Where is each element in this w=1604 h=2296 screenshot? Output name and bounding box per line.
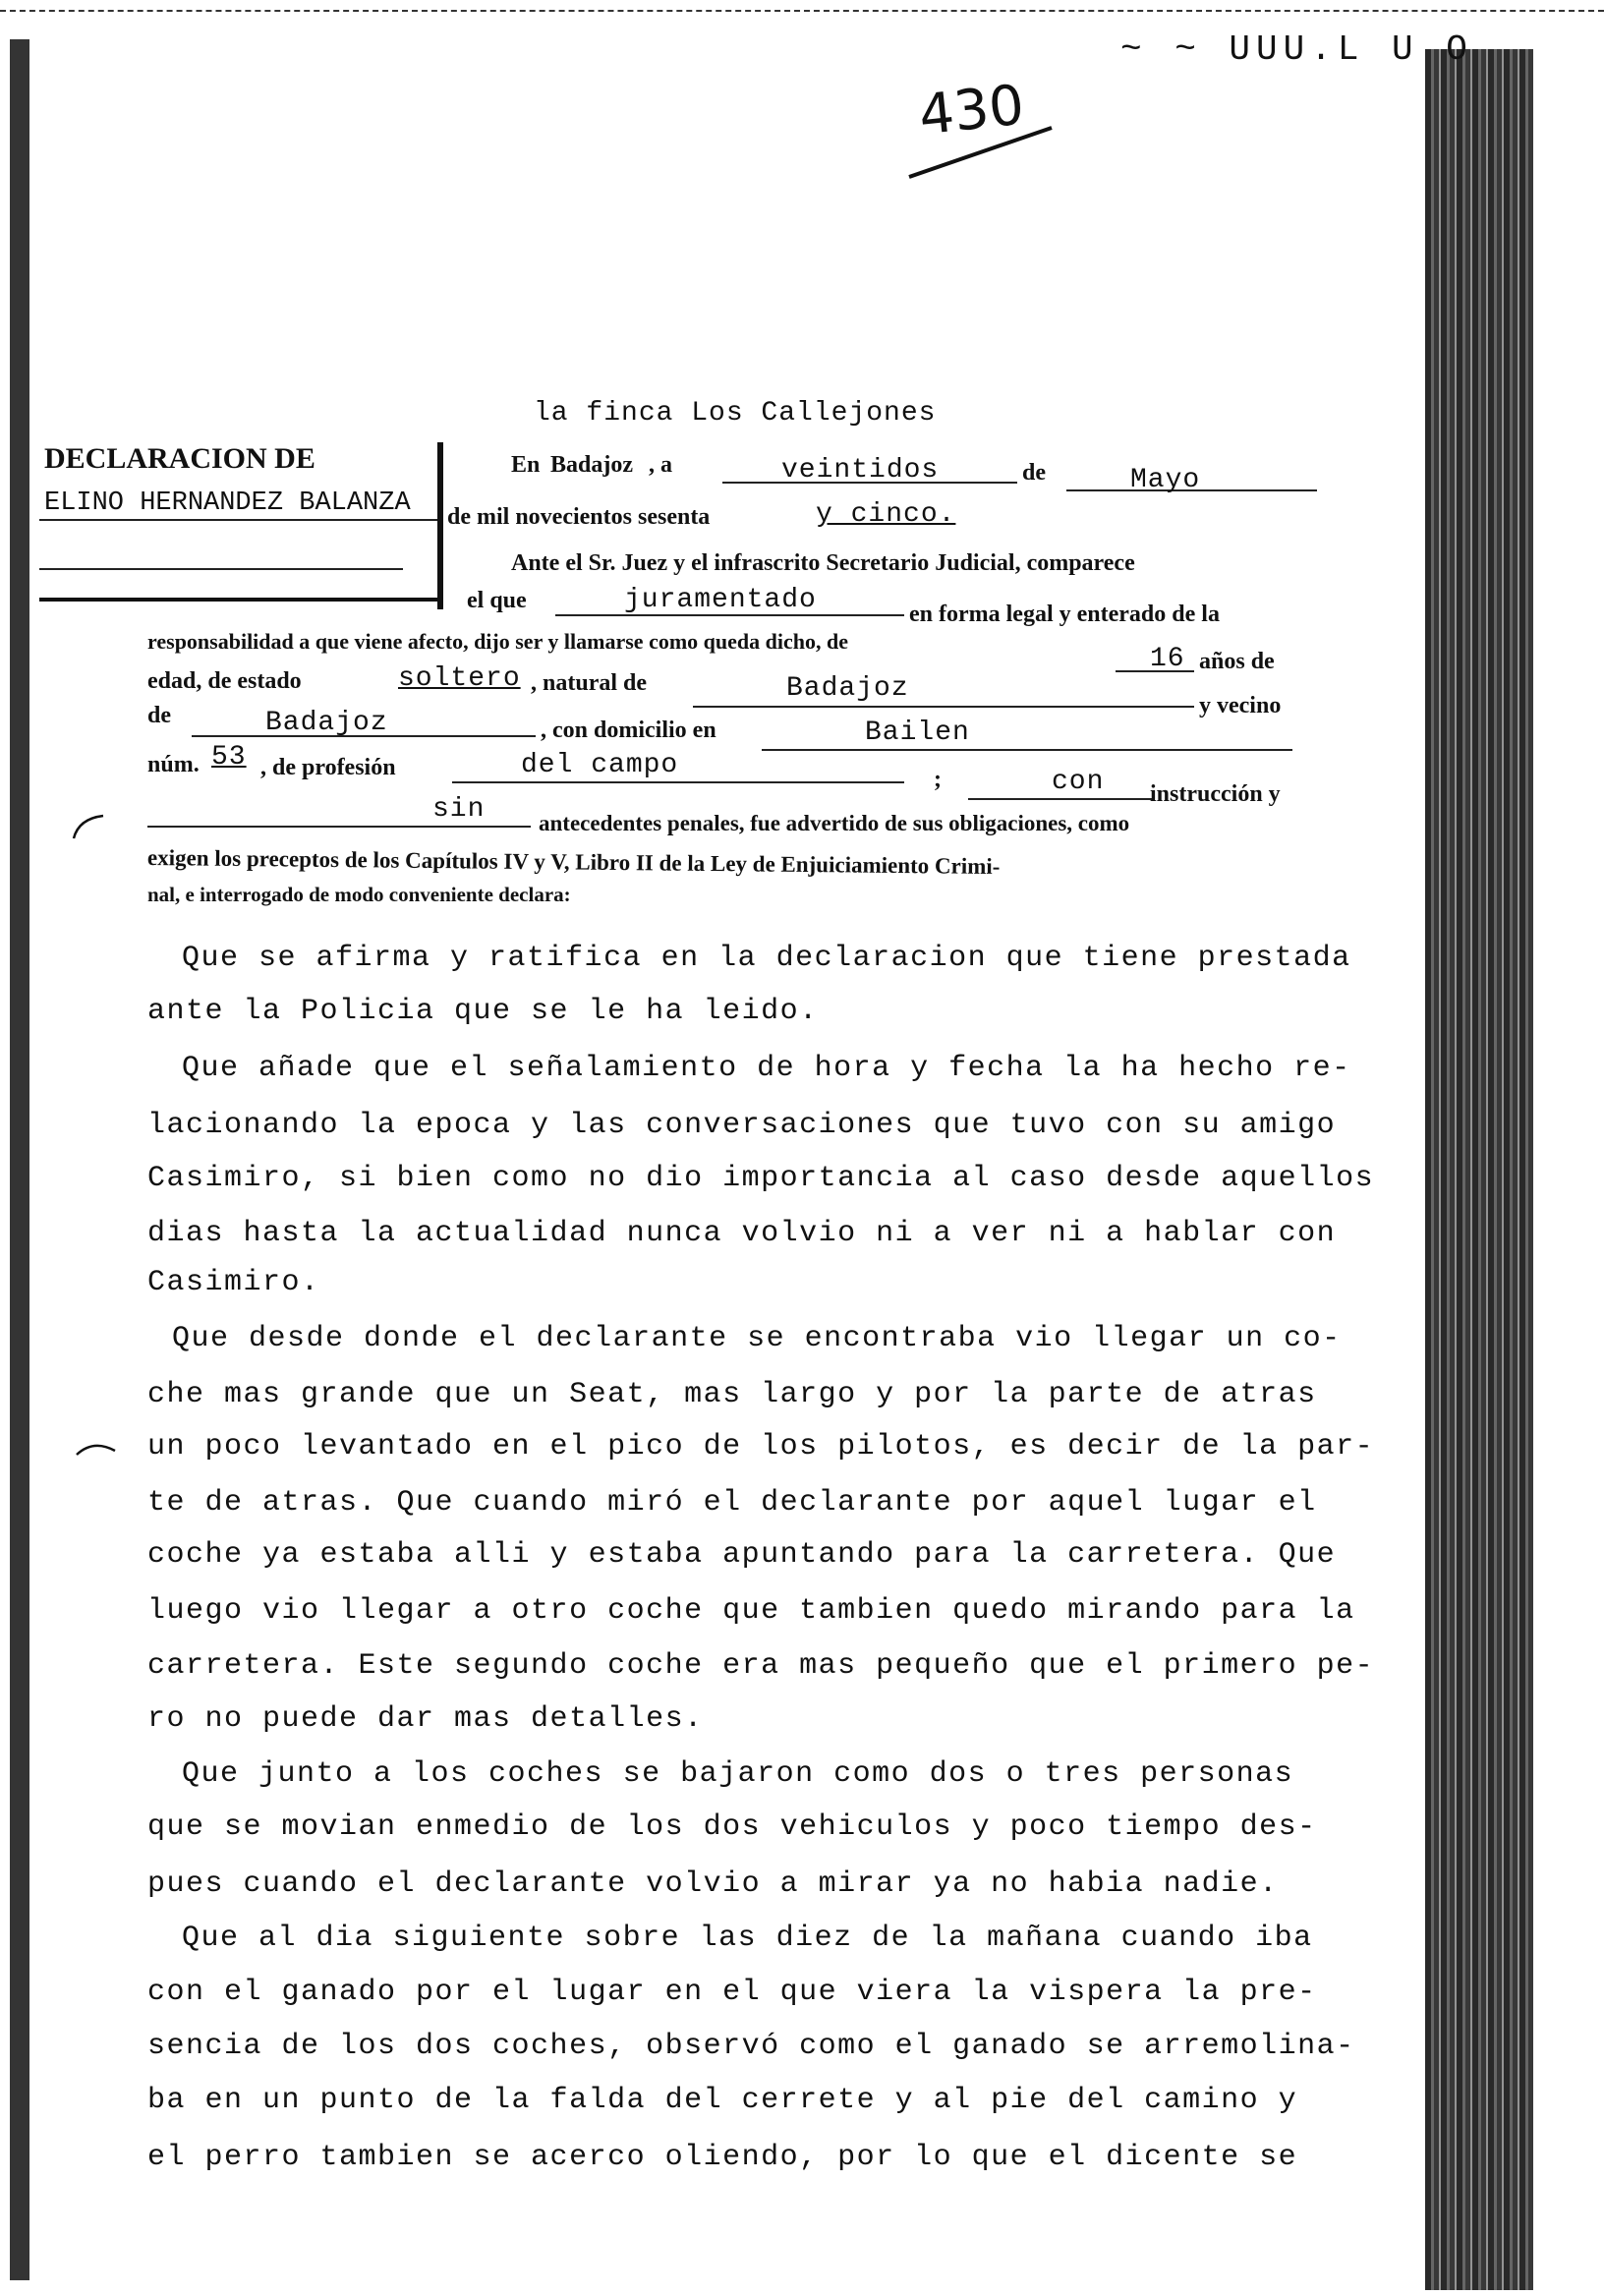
body-line-13: luego vio llegar a otro coche que tambien quedo mirando para la	[147, 1594, 1355, 1628]
num-label: núm.	[147, 752, 200, 777]
domicilio-label: , con domicilio en	[541, 718, 716, 743]
en-place: Badajoz	[550, 452, 633, 478]
header-rule-1	[39, 519, 442, 521]
natural-label: , natural de	[531, 670, 648, 696]
anos-de-label: años de	[1199, 649, 1275, 674]
resp-line: responsabilidad a que viene afecto, dijo ser y llamarse como queda dicho, de	[147, 629, 848, 654]
body-line-12: coche ya estaba alli y estaba apuntando para la carretera. Que	[147, 1538, 1337, 1572]
left-scan-edge	[10, 39, 29, 2280]
instruccion-label: instrucción y	[1150, 781, 1281, 807]
el-que-value: juramentado	[624, 585, 817, 615]
de-label: de	[1022, 460, 1046, 486]
header-rule-2	[39, 568, 403, 570]
body-line-21: sencia de los dos coches, observó como el ganado se arremolina-	[147, 2030, 1355, 2063]
instruccion-line	[968, 798, 1155, 800]
declarant-name: ELINO HERNANDEZ BALANZA	[44, 488, 411, 518]
antecedentes: sin	[432, 794, 486, 825]
el-que-label: el que	[467, 588, 527, 613]
header-rule-3	[39, 598, 442, 602]
body-line-2: ante la Policia que se le ha leido.	[147, 995, 819, 1028]
body-line-17: que se movian enmedio de los dos vehiculos y poco tiempo des-	[147, 1810, 1317, 1844]
month: Mayo	[1130, 465, 1201, 495]
year-label: de mil novecientos sesenta	[447, 504, 711, 530]
de2-label: de	[147, 703, 171, 728]
margin-mark-1	[69, 811, 108, 840]
top-code: ~ ~ UUU.L U O	[1120, 29, 1473, 70]
ante-line: Ante el Sr. Juez y el infrascrito Secretario Judicial, comparece	[511, 550, 1135, 576]
declaration-title: DECLARACION DE	[44, 442, 315, 475]
vecino: Badajoz	[265, 708, 388, 738]
natural-line	[693, 706, 1194, 708]
natural: Badajoz	[786, 673, 909, 704]
estado: soltero	[398, 663, 521, 694]
antecedentes-line	[147, 826, 531, 828]
exigen-line: exigen los preceptos de los Capítulos IV y V, Libro II de la Ley de Enjuiciamiento Crimi-	[146, 845, 1001, 880]
body-line-10: un poco levantado en el pico de los pilotos, es decir de la par-	[147, 1430, 1375, 1464]
profesion-label: , de profesión	[260, 755, 396, 780]
body-line-5: Casimiro, si bien como no dio importancia al caso desde aquellos	[147, 1162, 1375, 1195]
domicilio-line	[762, 749, 1292, 751]
nal-line: nal, e interrogado de modo conveniente declara:	[147, 883, 571, 906]
edad-label: edad, de estado	[147, 668, 302, 694]
header-vertical-rule	[437, 442, 443, 609]
body-line-7: Casimiro.	[147, 1266, 320, 1299]
age: 16	[1150, 644, 1185, 674]
location-line: la finca Los Callejones	[534, 398, 937, 429]
vecino-label: y vecino	[1199, 693, 1282, 718]
body-line-4: lacionando la epoca y las conversaciones que tuvo con su amigo	[147, 1109, 1337, 1142]
instruccion: con	[1052, 767, 1105, 797]
en-forma-label: en forma legal y enterado de la	[909, 602, 1220, 627]
semicolon: ;	[934, 767, 942, 792]
profesion-line	[452, 781, 904, 783]
body-line-22: ba en un punto de la falda del cerrete y al pie del camino y	[147, 2084, 1298, 2117]
num: 53	[211, 742, 247, 773]
body-line-19: Que al dia siguiente sobre las diez de la mañana cuando iba	[182, 1922, 1313, 1955]
body-line-18: pues cuando el declarante volvio a mirar ya no habia nadie.	[147, 1867, 1279, 1901]
right-scan-edge	[1425, 49, 1533, 2290]
margin-mark-2	[74, 1435, 118, 1460]
body-line-3: Que añade que el señalamiento de hora y fecha la ha hecho re-	[182, 1052, 1351, 1085]
body-line-1: Que se afirma y ratifica en la declaracion que tiene prestada	[182, 942, 1351, 975]
year-value: y cinco.	[816, 499, 956, 530]
stamp-underline	[904, 108, 1061, 187]
domicilio: Bailen	[865, 718, 970, 748]
day: veintidos	[781, 455, 940, 486]
body-line-11: te de atras. Que cuando miró el declarante por aquel lugar el	[147, 1486, 1317, 1520]
en-prefix: En	[511, 452, 541, 478]
body-line-23: el perro tambien se acerco oliendo, por lo que el dicente se	[147, 2141, 1298, 2174]
profesion: del campo	[521, 750, 679, 780]
body-line-14: carretera. Este segundo coche era mas pequeño que el primero pe-	[147, 1649, 1375, 1683]
body-line-16: Que junto a los coches se bajaron como dos o tres personas	[182, 1757, 1294, 1791]
a-label: , a	[649, 452, 672, 478]
body-line-6: dias hasta la actualidad nunca volvio ni a ver ni a hablar con	[147, 1217, 1337, 1250]
body-line-9: che mas grande que un Seat, mas largo y por la parte de atras	[147, 1378, 1317, 1411]
body-line-20: con el ganado por el lugar en el que viera la vispera la pre-	[147, 1976, 1317, 2009]
body-line-15: ro no puede dar mas detalles.	[147, 1702, 704, 1736]
top-edge-line	[0, 10, 1604, 12]
body-line-8: Que desde donde el declarante se encontraba vio llegar un co-	[172, 1322, 1342, 1355]
antecedentes-line-text: antecedentes penales, fue advertido de sus obligaciones, como	[539, 811, 1130, 835]
page-number-stamp: 430	[915, 73, 1027, 148]
